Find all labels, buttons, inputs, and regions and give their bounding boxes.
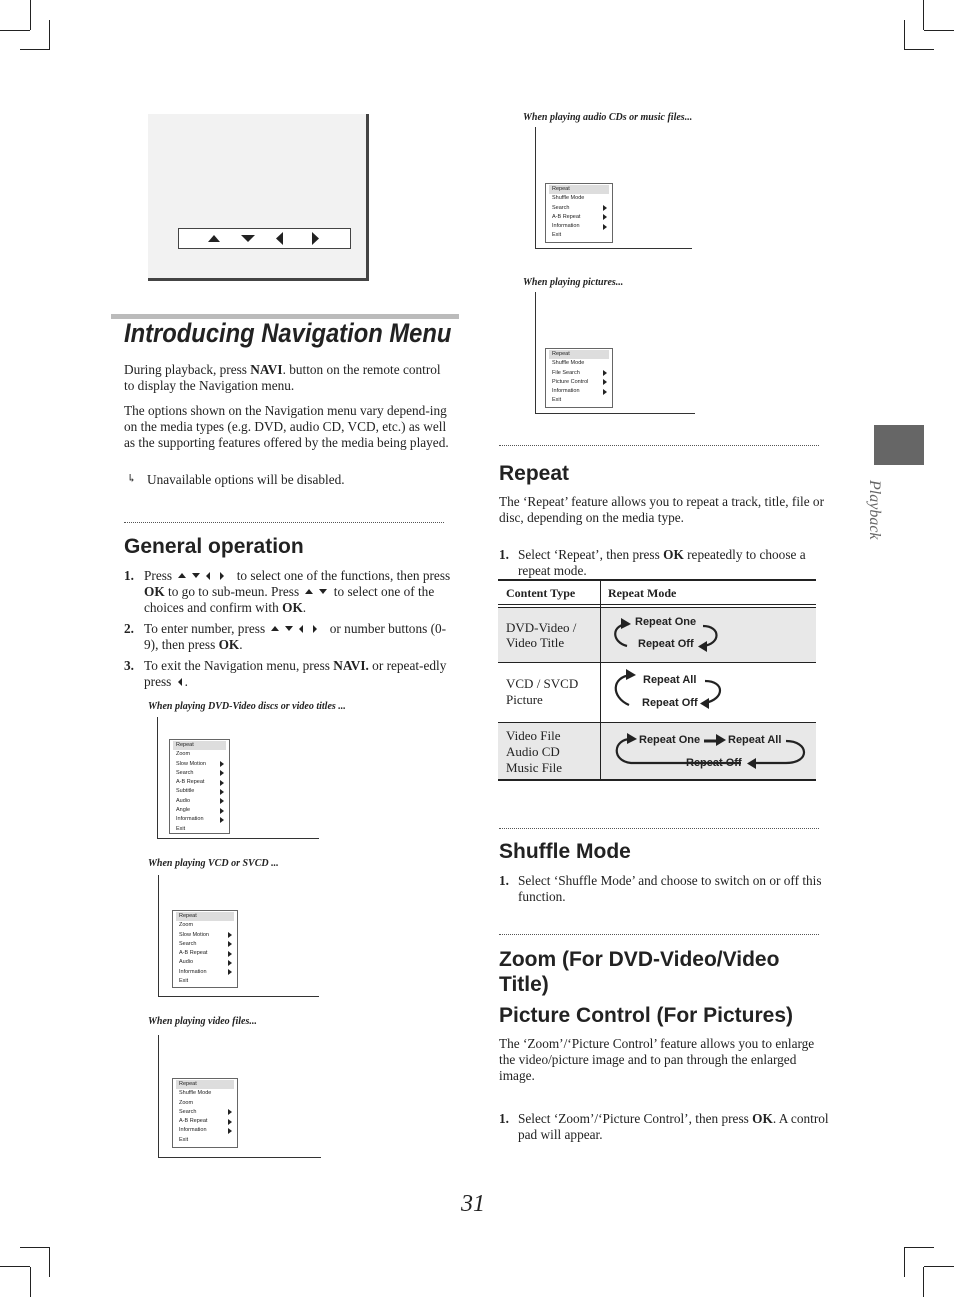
menu-item: A-B Repeat — [176, 1117, 234, 1126]
menu-item: Information — [176, 1126, 234, 1135]
menu-item: Slow Motion — [176, 931, 234, 940]
menu-item: Information — [176, 968, 234, 977]
list-item: 2. To enter number, press or number buttons (0-9), then press OK. — [124, 621, 447, 652]
down-arrow-icon — [241, 235, 255, 242]
menu-item: Exit — [552, 232, 562, 239]
zoom-step — [499, 1111, 829, 1148]
submenu-arrow-icon — [228, 951, 232, 957]
nav-note: Unavailable options will be disabled. — [147, 472, 345, 487]
submenu-arrow-icon — [220, 761, 224, 767]
menu-item: Exit — [179, 1136, 189, 1143]
menu-item: Search — [176, 1108, 234, 1117]
nav-intro: During playback, press NAVI. button on the remote control to display the Navigation menu. — [124, 362, 441, 393]
zoom-heading: Zoom (For DVD-Video/Video Title) — [499, 948, 780, 996]
step-number: 3. — [124, 658, 134, 673]
caption-pictures: When playing pictures... — [523, 277, 624, 288]
vcd-navigation-menu — [172, 910, 238, 988]
list-item: 1. Press to select one of the functions, then press OK to go to sub-meun. Press to select one of the choices and confirm with OK. — [124, 568, 451, 615]
right-arrow-icon — [312, 232, 319, 245]
step-number: 2. — [124, 621, 134, 636]
repeat-heading: Repeat — [499, 462, 570, 485]
menu-item: Exit — [179, 978, 189, 985]
repeat-mode-label: Repeat Off — [642, 697, 698, 709]
divider — [499, 445, 819, 446]
submenu-arrow-icon — [220, 780, 224, 786]
screen-illustration — [148, 114, 369, 281]
repeat-cycle-diagram — [601, 723, 816, 779]
pictures-navigation-menu — [545, 348, 613, 408]
nav-description: The options shown on the Navigation menu vary depend-ing on the media types (e.g. DVD, audio CD, VCD, etc.) as well as the supporting features offered by the media being played. — [124, 403, 449, 450]
audio-navigation-menu — [545, 183, 613, 243]
note-icon: ↳ — [127, 473, 137, 485]
caption-audio: When playing audio CDs or music files... — [523, 112, 693, 123]
menu-item: Repeat — [176, 1080, 234, 1089]
menu-item: A-B Repeat — [549, 213, 609, 222]
repeat-mode-label: Repeat Off — [686, 757, 742, 769]
content-type-cell: VCD / SVCD Picture — [506, 676, 579, 707]
table-header-content-type: Content Type — [506, 586, 576, 600]
step-number: 1. — [499, 873, 509, 888]
page-title: Introducing Navigation Menu — [124, 318, 452, 348]
menu-item: Information — [549, 387, 609, 396]
step-number: 1. — [499, 1111, 509, 1126]
submenu-arrow-icon — [228, 1109, 232, 1115]
shuffle-heading: Shuffle Mode — [499, 840, 631, 863]
menu-item: Angle — [173, 806, 226, 815]
menu-item: Search — [549, 204, 609, 213]
divider — [124, 522, 444, 523]
menu-item: Audio — [173, 797, 226, 806]
menu-item: Zoom — [179, 1099, 194, 1106]
repeat-mode-label: Repeat Off — [638, 638, 694, 650]
general-heading: General operation — [124, 535, 304, 558]
submenu-arrow-icon — [228, 1119, 232, 1125]
arrow-keys-icon — [175, 571, 233, 581]
repeat-mode-label: Repeat All — [643, 674, 697, 686]
menu-item: Repeat — [176, 912, 234, 921]
submenu-arrow-icon — [220, 770, 224, 776]
menu-item: Shuffle Mode — [552, 195, 585, 202]
caption-vcd: When playing VCD or SVCD ... — [148, 858, 279, 869]
repeat-mode-table — [498, 579, 816, 783]
menu-item: Zoom — [176, 751, 191, 758]
arrow-keys-icon — [268, 624, 326, 634]
caption-dvd: When playing DVD-Video discs or video titles ... — [148, 701, 346, 712]
menu-item: Shuffle Mode — [552, 360, 585, 367]
repeat-mode-label: Repeat One — [639, 734, 701, 746]
repeat-mode-label: Repeat One — [635, 616, 697, 628]
repeat-cycle-diagram — [601, 663, 816, 722]
repeat-cycle-diagram — [601, 608, 816, 662]
menu-item: Picture Control — [549, 378, 609, 387]
submenu-arrow-icon — [228, 960, 232, 966]
menu-item: Repeat — [549, 185, 609, 194]
submenu-arrow-icon — [220, 808, 224, 814]
menu-item: Zoom — [179, 922, 194, 929]
menu-item: Search — [176, 940, 234, 949]
menu-item: Repeat — [173, 741, 226, 750]
menu-item: Exit — [552, 397, 562, 404]
divider — [499, 828, 819, 829]
repeat-mode-label: Repeat All — [728, 734, 782, 746]
menu-item: Search — [173, 769, 226, 778]
submenu-arrow-icon — [220, 798, 224, 804]
up-arrow-icon — [208, 235, 220, 242]
caption-video: When playing video files... — [148, 1016, 257, 1027]
page-number: 31 — [461, 1191, 485, 1217]
submenu-arrow-icon — [220, 817, 224, 823]
dvd-navigation-menu — [169, 739, 230, 834]
list-item: 1. Select ‘Shuffle Mode’ and choose to switch on or off this function. — [499, 873, 822, 904]
submenu-arrow-icon — [603, 389, 607, 395]
divider — [499, 934, 819, 935]
submenu-arrow-icon — [603, 379, 607, 385]
general-steps — [124, 568, 452, 695]
submenu-arrow-icon — [603, 214, 607, 220]
menu-item: Information — [173, 815, 226, 824]
control-pad-bar — [178, 228, 351, 249]
submenu-arrow-icon — [603, 370, 607, 376]
left-arrow-icon — [276, 232, 283, 245]
zoom-intro: The ‘Zoom’/‘Picture Control’ feature allows you to enlarge the video/picture image and to pan through the enlarged image. — [499, 1036, 815, 1083]
menu-item: A-B Repeat — [176, 949, 234, 958]
list-item: 1. Select ‘Repeat’, then press OK repeatedly to choose a repeat mode. — [499, 547, 806, 578]
submenu-arrow-icon — [220, 789, 224, 795]
list-item: 1. Select ‘Zoom’/‘Picture Control’, then press OK. A control pad will appear. — [499, 1111, 829, 1142]
submenu-arrow-icon — [228, 932, 232, 938]
side-tab-block — [874, 425, 924, 465]
submenu-arrow-icon — [603, 224, 607, 230]
step-number: 1. — [499, 547, 509, 562]
menu-item: Slow Motion — [173, 760, 226, 769]
submenu-arrow-icon — [603, 205, 607, 211]
menu-item: File Search — [549, 369, 609, 378]
menu-item: Shuffle Mode — [179, 1090, 212, 1097]
submenu-arrow-icon — [228, 941, 232, 947]
menu-item: Repeat — [549, 350, 609, 359]
arrow-keys-icon — [302, 587, 330, 597]
step-number: 1. — [124, 568, 134, 583]
side-tab-label: Playback — [866, 480, 883, 540]
repeat-intro: The ‘Repeat’ feature allows you to repeat a track, title, file or disc, depending on the media type. — [499, 494, 825, 525]
content-type-cell: Video File Audio CD Music File — [506, 728, 562, 775]
menu-item: Subtitle — [173, 787, 226, 796]
shuffle-step — [499, 873, 829, 910]
video-navigation-menu — [172, 1078, 238, 1148]
menu-item: Exit — [176, 825, 186, 832]
list-item: 3. To exit the Navigation menu, press NAVI. or repeat-edly press . — [124, 658, 447, 689]
menu-item: Information — [549, 222, 609, 231]
table-header-repeat-mode: Repeat Mode — [608, 586, 677, 600]
submenu-arrow-icon — [228, 1128, 232, 1134]
submenu-arrow-icon — [228, 969, 232, 975]
content-type-cell: DVD-Video / Video Title — [506, 620, 577, 650]
menu-item: A-B Repeat — [173, 778, 226, 787]
picture-control-heading: Picture Control (For Pictures) — [499, 1004, 794, 1027]
left-arrow-icon — [175, 677, 185, 687]
menu-item: Audio — [176, 958, 234, 967]
